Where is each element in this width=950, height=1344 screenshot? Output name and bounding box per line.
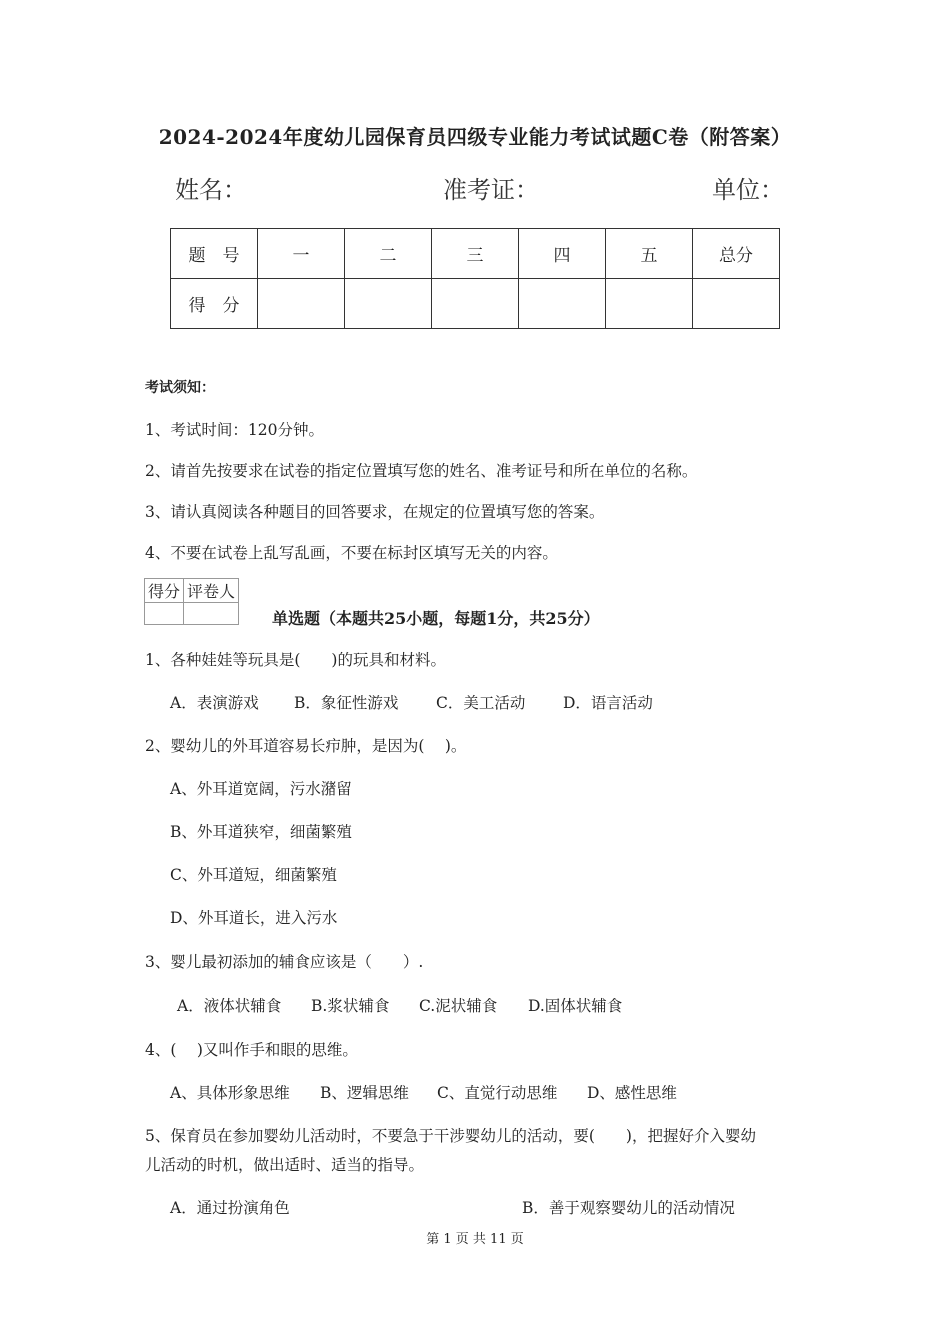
score-table-header-cell: 总分	[693, 229, 780, 279]
score-table-header-cell: 二	[345, 229, 432, 279]
score-cell[interactable]	[606, 279, 693, 329]
option: B、逻辑思维	[320, 1084, 409, 1102]
grader-score-label: 得分	[145, 579, 184, 603]
option: C.泥状辅食	[419, 997, 498, 1015]
option: A、具体形象思维	[170, 1084, 290, 1102]
question-5-line-2: 儿活动的时机，做出适时、适当的指导。	[145, 1156, 425, 1174]
score-table-score-row	[171, 279, 780, 329]
option: C．美工活动	[436, 694, 526, 712]
section-title: 单选题（本题共25小题，每题1分，共25分）	[272, 609, 600, 628]
score-table-header-cell: 题 号	[171, 229, 258, 279]
grader-score-cell[interactable]	[145, 603, 184, 625]
score-table-header-row	[171, 229, 780, 279]
score-cell[interactable]	[693, 279, 780, 329]
score-table-header-cell: 四	[519, 229, 606, 279]
option: D、感性思维	[587, 1084, 677, 1102]
grader-box	[144, 578, 239, 625]
question-1: 1、各种娃娃等玩具是( )的玩具和材料。	[145, 651, 446, 669]
option: B、外耳道狭窄，细菌繁殖	[170, 823, 352, 841]
option: D．语言活动	[563, 694, 653, 712]
notice-item: 4、不要在试卷上乱写乱画，不要在标封区填写无关的内容。	[145, 544, 558, 562]
option: C、直觉行动思维	[437, 1084, 558, 1102]
option: B．象征性游戏	[294, 694, 399, 712]
score-table	[170, 228, 780, 329]
score-table-header-cell: 五	[606, 229, 693, 279]
question-3: 3、婴儿最初添加的辅食应该是（ ）.	[145, 953, 424, 971]
question-4: 4、( )又叫作手和眼的思维。	[145, 1041, 358, 1059]
score-cell[interactable]	[432, 279, 519, 329]
option: D.固体状辅食	[528, 997, 623, 1015]
exam-id-field-label: 准考证：	[443, 176, 539, 204]
question-5-line-1: 5、保育员在参加婴幼儿活动时，不要急于干涉婴幼儿的活动，要( )，把握好介入婴幼	[145, 1127, 756, 1145]
score-cell[interactable]	[258, 279, 345, 329]
page-footer: 第 1 页 共 11 页	[426, 1232, 524, 1247]
score-table-header-cell: 三	[432, 229, 519, 279]
score-table-header-cell: 一	[258, 229, 345, 279]
score-cell[interactable]	[519, 279, 606, 329]
grader-reviewer-label: 评卷人	[184, 579, 239, 603]
option: A．表演游戏	[170, 694, 259, 712]
option: C、外耳道短，细菌繁殖	[170, 866, 337, 884]
unit-field-label: 单位：	[712, 176, 784, 204]
option: B．善于观察婴幼儿的活动情况	[522, 1199, 735, 1217]
question-2: 2、婴幼儿的外耳道容易长疖肿，是因为( )。	[145, 737, 467, 755]
notice-item: 3、请认真阅读各种题目的回答要求，在规定的位置填写您的答案。	[145, 503, 605, 521]
score-cell[interactable]	[345, 279, 432, 329]
score-table-row-label: 得 分	[171, 279, 258, 329]
notice-item: 1、考试时间：120分钟。	[145, 421, 324, 439]
option: A、外耳道宽阔，污水潴留	[170, 780, 352, 798]
grader-reviewer-cell[interactable]	[184, 603, 239, 625]
notice-item: 2、请首先按要求在试卷的指定位置填写您的姓名、准考证号和所在单位的名称。	[145, 462, 698, 480]
option: D、外耳道长，进入污水	[170, 909, 338, 927]
option: A．通过扮演角色	[170, 1199, 290, 1217]
option: A．液体状辅食	[177, 997, 282, 1015]
name-field-label: 姓名：	[175, 176, 247, 204]
option: B.浆状辅食	[311, 997, 390, 1015]
notice-heading: 考试须知：	[145, 380, 215, 396]
document-title: 2024-2024年度幼儿园保育员四级专业能力考试试题C卷（附答案）	[158, 125, 792, 149]
